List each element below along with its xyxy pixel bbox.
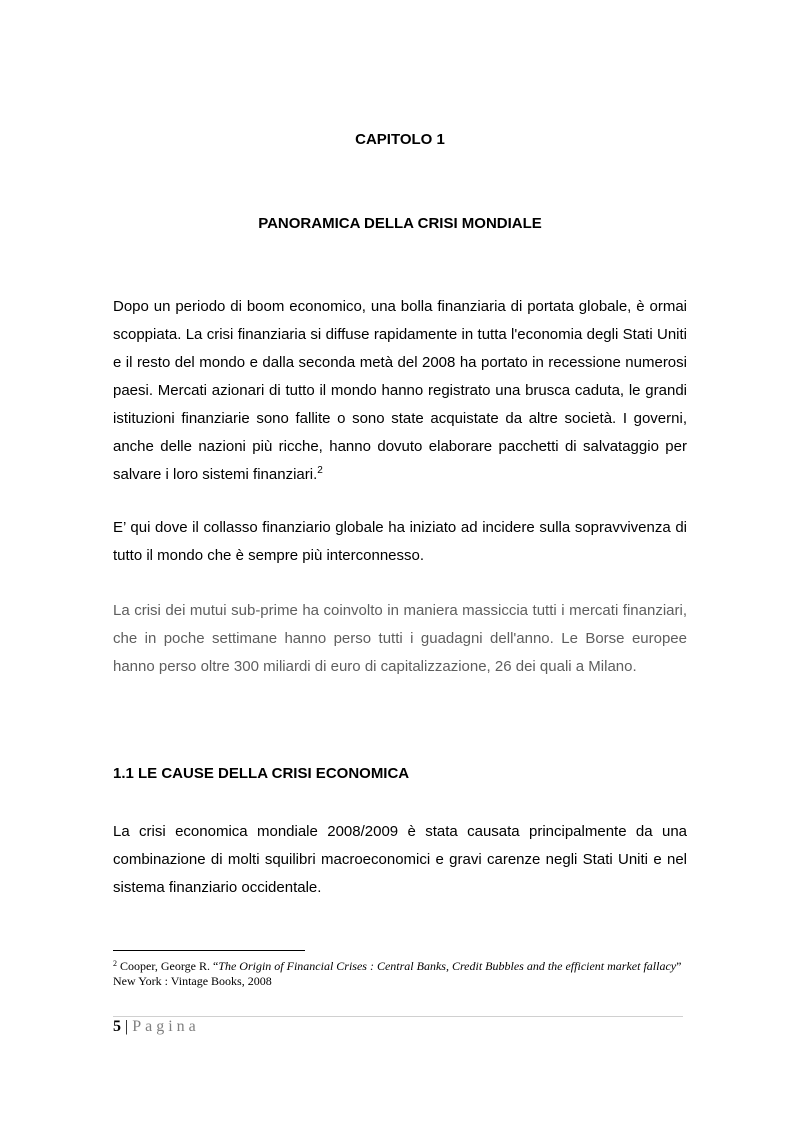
intro-paragraph-text: Dopo un periodo di boom economico, una bolla finanziaria di portata globale, è ormai scoppiata. La crisi finanziaria si diffuse rapidamente in tutta l'economia degli Stati Uniti e il resto del mondo e dalla seconda metà del 2008 ha portato in recessione numerosi paesi. Mercati azionari di tutto il mondo hanno registrato una brusca caduta, le grandi istituzioni finanziarie sono fallite o sono state acquistate da altre società. I governi, anche delle nazioni più ricche, hanno dovuto elaborare pacchetti di salvataggio per salvare i loro sistemi finanziari. [113, 298, 687, 483]
footnote-separator [113, 950, 305, 951]
footnote-number: 2 [113, 959, 117, 968]
page-footer [113, 1018, 200, 1036]
footer-separator: | [121, 1018, 133, 1035]
chapter-title: CAPITOLO 1 [355, 131, 445, 148]
footnote-publisher: ” New York : Vintage Books, 2008 [113, 959, 682, 988]
chapter-subtitle: PANORAMICA DELLA CRISI MONDIALE [258, 215, 542, 232]
page-label: Pagina [132, 1018, 200, 1035]
footnote-reference: 2 [317, 465, 323, 476]
intro-paragraph [113, 293, 687, 489]
footnote [113, 959, 687, 989]
collapse-paragraph: E’ qui dove il collasso finanziario globale ha iniziato ad incidere sulla sopravvivenza di tutto il mondo che è sempre più interconnesso. [113, 519, 687, 564]
causes-paragraph: La crisi economica mondiale 2008/2009 è stata causata principalmente da una combinazione di molti squilibri macroeconomici e gravi carenze negli Stati Uniti e nel sistema finanziario occidentale. [113, 823, 687, 896]
subprime-paragraph: La crisi dei mutui sub-prime ha coinvolto in maniera massiccia tutti i mercati finanziari, che in poche settimane hanno perso tutti i guadagni dell'anno. Le Borse europee hanno perso oltre 300 miliardi di euro di capitalizzazione, 26 dei quali a Milano. [113, 602, 687, 675]
footnote-title: The Origin of Financial Crises : Central Banks, Credit Bubbles and the efficient market fallacy [218, 959, 677, 973]
footer-divider [113, 1016, 683, 1017]
section-heading: 1.1 LE CAUSE DELLA CRISI ECONOMICA [113, 765, 410, 782]
page-number: 5 [113, 1018, 121, 1035]
footnote-author: Cooper, George R. “ [117, 959, 219, 973]
